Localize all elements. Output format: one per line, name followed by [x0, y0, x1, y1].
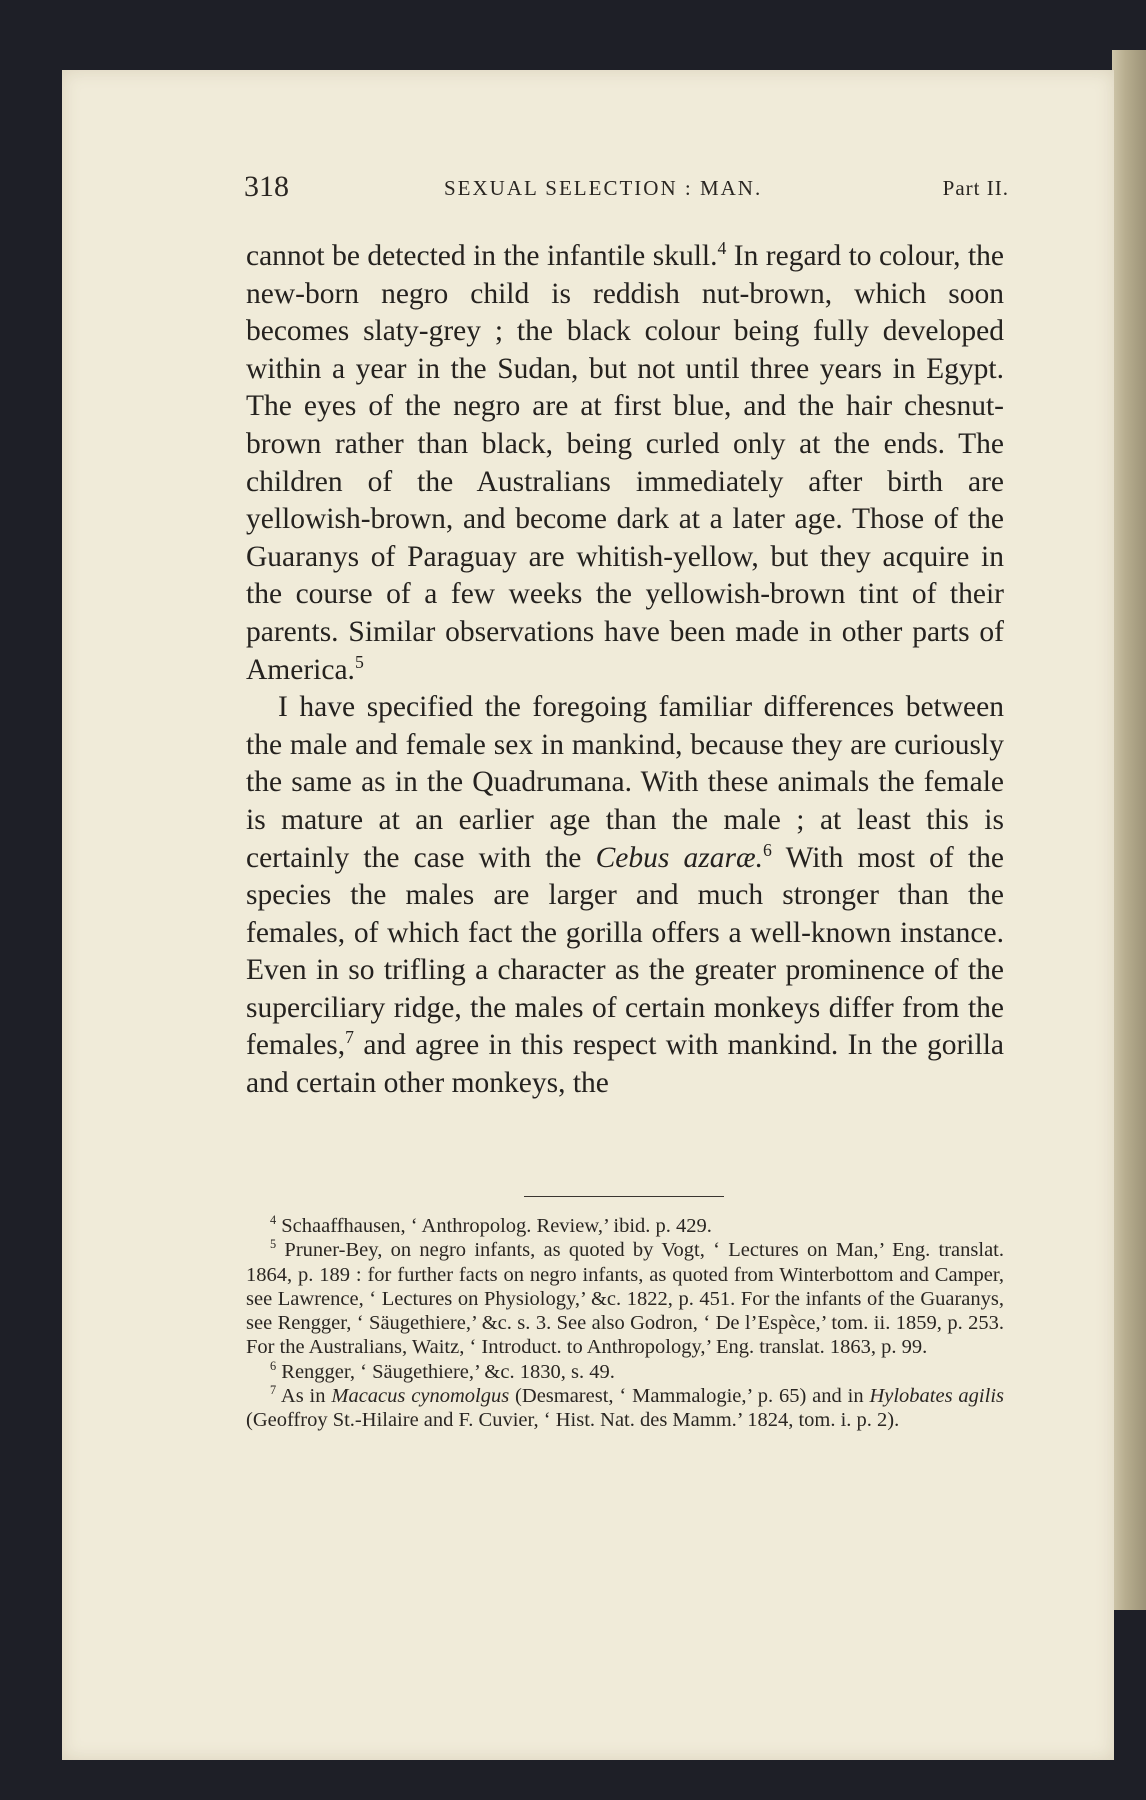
footnote-7	[246, 1384, 1004, 1433]
footnote-text: (Geoffroy St.-Hilaire and F. Cuvier, ‘ Hist. Nat. des Mamm.’ 1824, tom. i. p. 2).	[246, 1409, 900, 1432]
footnote-4	[246, 1214, 1004, 1238]
page-number: 318	[244, 170, 289, 203]
species-name: Cebus azaræ.	[595, 841, 764, 874]
footnote-text: Rengger, ‘ Säugethiere,’ &c. 1830, s. 49.	[276, 1360, 615, 1383]
page-edge-shadow	[1112, 50, 1146, 1610]
species-name: Macacus cynomolgus	[331, 1385, 510, 1408]
footnote-5	[246, 1238, 1004, 1359]
footnote-text: As in	[276, 1385, 332, 1408]
footnote-ref-7: 7	[345, 1027, 354, 1048]
footnote-text: (Desmarest, ‘ Mammalogie,’ p. 65) and in	[509, 1385, 870, 1408]
footnote-6	[246, 1360, 1004, 1384]
footnotes	[246, 1214, 1004, 1433]
footnote-mark: 7	[270, 1383, 277, 1398]
footnote-ref-4: 4	[717, 238, 727, 259]
paragraph-2-text: With most of the species the males are larger and much stronger than the females, of which fact the gorilla offers a well-known instance. Even in so trifling a character as the greater prominence of the superciliary ridge, the males of certain monkeys differ from the females,	[246, 841, 1005, 1062]
paragraph-2-text: I have specified the foregoing familiar differences between the male and female sex in mankind, because they are curiously the same as in the Quadrumana. With these animals the female is mature at an earlier age than the male ; at least this is certainly the case with the	[246, 691, 1004, 874]
footnote-ref-5: 5	[354, 651, 364, 672]
paragraph-2-text: and agree in this respect with mankind. In the gorilla and certain other monkeys, the	[246, 1029, 1004, 1100]
body-text	[246, 238, 1004, 1103]
paragraph-2	[246, 689, 1004, 1103]
footnote-ref-6: 6	[763, 839, 772, 860]
paragraph-1-text: cannot be detected in the infantile skull.	[246, 240, 718, 272]
footnote-text: Schaaffhausen, ‘ Anthropolog. Review,’ ibid. p. 429.	[276, 1215, 712, 1237]
footnote-divider	[524, 1196, 724, 1197]
paragraph-1	[246, 238, 1004, 689]
paragraph-1-text: In regard to colour, the new-born negro child is reddish nut-brown, which soon becomes slaty-grey ; the black colour being fully developed within a year in the Sudan, but not until three years in Egypt. The eyes of the negro are at first blue, and the hair chesnut-brown rather than black, being curled only at the ends. The children of the Australians immediately after birth are yellowish-brown, and become dark at a later age. Those of the Guaranys of Paraguay are whitish-yellow, but they acquire in the course of a few weeks the yellowish-brown tint of their parents. Similar observations have been made in other parts of America.	[246, 240, 1005, 686]
footnote-mark: 6	[270, 1358, 277, 1373]
footnote-mark: 5	[270, 1237, 277, 1252]
running-head	[244, 170, 1009, 210]
footnote-mark: 4	[270, 1213, 277, 1228]
chapter-title: SEXUAL SELECTION : MAN.	[444, 176, 763, 200]
footnote-text: Pruner-Bey, on negro infants, as quoted by Vogt, ‘ Lectures on Man,’ Eng. translat. 1864, p. 189 : for further facts on negro infants, as quoted from Winterbottom and Camper, see Lawrence, ‘ Lectures on Physiology,’ &c. 1822, p. 451. For the infants of the Guaranys, see Rengger, ‘ Säugethiere,’ &c. s. 3. See also Godron, ‘ De l’Espèce,’ tom. ii. 1859, p. 253. For the Australians, Waitz, ‘ Introduct. to Anthropology,’ Eng. translat. 1863, p. 99.	[246, 1239, 1004, 1359]
part-label: Part II.	[942, 176, 1009, 200]
species-name: Hylobates agilis	[869, 1385, 1004, 1408]
